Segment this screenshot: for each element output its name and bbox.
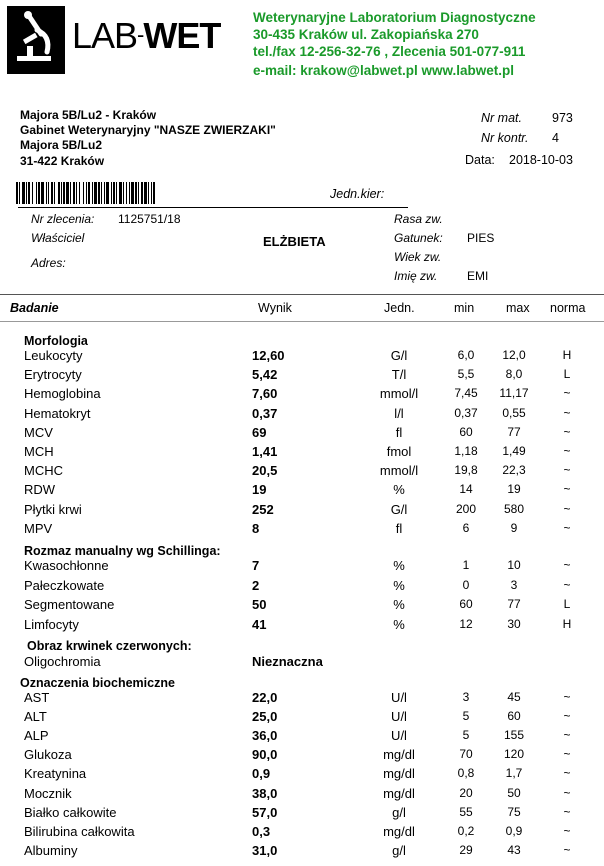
cell-max: 11,17 [499, 386, 529, 400]
wiek-label: Wiek zw. [394, 250, 442, 264]
cell-min: 14 [459, 482, 473, 496]
cell-max: 19 [507, 482, 521, 496]
gatunek-label: Gatunek: [394, 231, 443, 245]
cell-norm: ~ [563, 728, 571, 742]
cell-name: Hemoglobina [24, 386, 101, 401]
cell-norm: ~ [563, 843, 571, 857]
table-row [0, 654, 604, 673]
cell-value: 90,0 [252, 747, 278, 762]
cell-norm: ~ [563, 747, 571, 761]
cell-min: 1 [462, 558, 470, 572]
cell-value: 0,37 [252, 406, 278, 421]
section-morfologia: Morfologia [24, 334, 88, 348]
lab-phone: tel./fax 12-256-32-76 , Zlecenia 501-077-911 [253, 44, 526, 59]
cell-value: 25,0 [252, 709, 278, 724]
table-row [0, 824, 604, 843]
table-row [0, 786, 604, 805]
col-min: min [454, 301, 475, 315]
cell-max: 60 [507, 709, 521, 723]
cell-min: 3 [462, 690, 470, 704]
cell-min: 0,2 [457, 824, 475, 838]
table-row [0, 805, 604, 824]
data-label: Data: [465, 153, 495, 167]
cell-name: Białko całkowite [24, 805, 117, 820]
cell-min: 55 [459, 805, 473, 819]
cell-min: 60 [459, 597, 473, 611]
cell-name: ALP [24, 728, 49, 743]
cell-norm: ~ [563, 463, 571, 477]
table-row [0, 558, 604, 577]
cell-min: 1,18 [454, 444, 478, 458]
cell-norm: ~ [563, 558, 571, 572]
cell-unit: g/l [392, 805, 406, 820]
gatunek-value: PIES [467, 231, 495, 245]
cell-max: 45 [507, 690, 521, 704]
cell-unit: T/l [391, 367, 407, 382]
nr-mat-value: 973 [552, 111, 573, 125]
cell-value: 69 [252, 425, 267, 440]
cell-norm: ~ [563, 824, 571, 838]
col-max: max [506, 301, 530, 315]
cell-value: 7,60 [252, 386, 278, 401]
section-obraz: Obraz krwinek czerwonych: [27, 639, 192, 653]
table-row [0, 747, 604, 766]
lab-name: Weterynaryjne Laboratorium Diagnostyczne [253, 10, 536, 25]
cell-name: Segmentowane [24, 597, 115, 612]
table-header-divider [0, 321, 604, 322]
cell-norm: ~ [563, 786, 571, 800]
cell-max: 30 [507, 617, 521, 631]
cell-name: Pałeczkowate [24, 578, 105, 593]
section-biochem: Oznaczenia biochemiczne [20, 676, 175, 690]
table-row [0, 578, 604, 597]
cell-unit: mg/dl [383, 824, 415, 839]
cell-norm: ~ [563, 805, 571, 819]
cell-name: Mocznik [24, 786, 72, 801]
cell-name: ALT [24, 709, 47, 724]
cell-unit: mmol/l [379, 386, 419, 401]
cell-unit: mmol/l [379, 463, 419, 478]
cell-norm: ~ [563, 709, 571, 723]
cell-min: 200 [455, 502, 477, 516]
table-top-divider [0, 294, 604, 295]
cell-min: 0,37 [454, 406, 478, 420]
logo-wordmark: LAB-WET [72, 15, 221, 56]
table-row [0, 843, 604, 862]
lab-email: e-mail: krakow@labwet.pl www.labwet.pl [253, 63, 514, 78]
table-row [0, 617, 604, 636]
table-row [0, 463, 604, 482]
table-row [0, 502, 604, 521]
cell-max: 1,7 [505, 766, 523, 780]
nr-kontr-label: Nr kontr. [481, 131, 529, 145]
cell-max: 10 [507, 558, 521, 572]
cell-norm: ~ [563, 690, 571, 704]
table-row [0, 386, 604, 405]
cell-norm: L [563, 367, 571, 381]
cell-unit: G/l [390, 502, 408, 517]
cell-max: 12,0 [502, 348, 526, 362]
cell-value: 50 [252, 597, 267, 612]
cell-unit: % [393, 597, 405, 612]
nr-kontr-value: 4 [552, 131, 559, 145]
cell-value: 57,0 [252, 805, 278, 820]
cell-min: 70 [459, 747, 473, 761]
cell-unit: % [393, 558, 405, 573]
cell-max: 77 [507, 597, 521, 611]
cell-norm: H [562, 348, 572, 362]
cell-norm: ~ [563, 482, 571, 496]
cell-norm: ~ [563, 425, 571, 439]
cell-min: 20 [459, 786, 473, 800]
nr-zlecenia-label: Nr zlecenia: [31, 212, 95, 226]
table-row [0, 709, 604, 728]
cell-max: 120 [503, 747, 525, 761]
table-row [0, 348, 604, 367]
cell-value: 19 [252, 482, 267, 497]
cell-name: MCV [24, 425, 53, 440]
cell-unit: U/l [391, 728, 407, 743]
cell-unit: fl [395, 425, 403, 440]
cell-name: Glukoza [24, 747, 72, 762]
cell-name: AST [24, 690, 50, 705]
lab-address: 30-435 Kraków ul. Zakopiańska 270 [253, 27, 479, 42]
table-row [0, 597, 604, 616]
cell-value: 36,0 [252, 728, 278, 743]
cell-unit: G/l [390, 348, 408, 363]
table-row [0, 690, 604, 709]
cell-value: 41 [252, 617, 267, 632]
cell-norm: L [563, 597, 571, 611]
cell-max: 22,3 [502, 463, 526, 477]
cell-max: 3 [510, 578, 518, 592]
jedn-kier-label: Jedn.kier: [330, 187, 385, 201]
cell-norm: ~ [563, 444, 571, 458]
nr-zlecenia-value: 1125751/18 [118, 212, 181, 226]
cell-norm: ~ [563, 521, 571, 535]
divider [18, 207, 408, 208]
cell-unit: fl [395, 521, 403, 536]
cell-norm: ~ [563, 406, 571, 420]
cell-max: 155 [503, 728, 525, 742]
cell-max: 75 [507, 805, 521, 819]
cell-name: Hematokryt [24, 406, 91, 421]
cell-max: 50 [507, 786, 521, 800]
col-badanie: Badanie [10, 301, 59, 315]
cell-min: 5,5 [457, 367, 475, 381]
cell-unit: mg/dl [383, 766, 415, 781]
cell-norm: ~ [563, 766, 571, 780]
cell-min: 60 [459, 425, 473, 439]
cell-name: Limfocyty [24, 617, 79, 632]
cell-value: 7 [252, 558, 260, 573]
cell-value: 22,0 [252, 690, 278, 705]
cell-norm: ~ [563, 578, 571, 592]
table-row [0, 367, 604, 386]
cell-min: 29 [459, 843, 473, 857]
cell-max: 0,55 [502, 406, 526, 420]
cell-name: Albuminy [24, 843, 78, 858]
cell-norm: ~ [563, 386, 571, 400]
cell-value: 12,60 [252, 348, 285, 363]
cell-name: Kwasochłonne [24, 558, 109, 573]
col-wynik: Wynik [258, 301, 292, 315]
cell-name: RDW [24, 482, 56, 497]
cell-name: Kreatynina [24, 766, 87, 781]
client-line-4: 31-422 Kraków [20, 154, 105, 168]
cell-max: 8,0 [505, 367, 523, 381]
cell-min: 0 [462, 578, 470, 592]
owner-label: Właściciel [31, 231, 85, 245]
cell-norm: ~ [563, 502, 571, 516]
cell-unit: mg/dl [383, 747, 415, 762]
cell-unit: % [393, 617, 405, 632]
cell-max: 9 [510, 521, 518, 535]
table-row [0, 728, 604, 747]
cell-unit: % [393, 578, 405, 593]
imie-label: Imię zw. [394, 269, 438, 283]
cell-max: 580 [503, 502, 525, 516]
cell-value: 38,0 [252, 786, 278, 801]
cell-max: 43 [507, 843, 521, 857]
adres-label: Adres: [31, 256, 66, 270]
table-row [0, 521, 604, 540]
cell-min: 6 [462, 521, 470, 535]
cell-min: 12 [459, 617, 473, 631]
cell-unit: U/l [391, 709, 407, 724]
data-value: 2018-10-03 [509, 153, 573, 167]
cell-min: 6,0 [457, 348, 475, 362]
cell-name: Płytki krwi [24, 502, 82, 517]
table-row [0, 425, 604, 444]
logo-icon [7, 6, 65, 74]
owner-value: ELŻBIETA [263, 234, 326, 249]
cell-value: 20,5 [252, 463, 278, 478]
cell-name: Bilirubina całkowita [24, 824, 135, 839]
cell-value: 5,42 [252, 367, 278, 382]
cell-min: 5 [462, 728, 470, 742]
cell-name: MCHC [24, 463, 63, 478]
cell-unit: U/l [391, 690, 407, 705]
section-schilling: Rozmaz manualny wg Schillinga: [24, 544, 221, 558]
imie-value: EMI [467, 269, 489, 283]
col-jedn: Jedn. [384, 301, 415, 315]
cell-min: 19,8 [454, 463, 478, 477]
client-line-1: Majora 5B/Lu2 - Kraków [20, 108, 157, 122]
cell-value: 8 [252, 521, 260, 536]
cell-value: 0,9 [252, 766, 271, 781]
cell-value: 31,0 [252, 843, 278, 858]
cell-unit: l/l [394, 406, 404, 421]
cell-unit: mg/dl [383, 786, 415, 801]
cell-value: 0,3 [252, 824, 271, 839]
cell-value: 1,41 [252, 444, 278, 459]
cell-value: 252 [252, 502, 274, 517]
cell-norm: H [562, 617, 572, 631]
cell-min: 0,8 [457, 766, 475, 780]
cell-name: Leukocyty [24, 348, 83, 363]
cell-name: MCH [24, 444, 54, 459]
rasa-label: Rasa zw. [394, 212, 443, 226]
cell-unit: fmol [386, 444, 412, 459]
cell-name: Oligochromia [24, 654, 101, 669]
col-norma: norma [550, 301, 586, 315]
table-row [0, 766, 604, 785]
cell-name: Erytrocyty [24, 367, 82, 382]
table-row [0, 406, 604, 425]
nr-mat-label: Nr mat. [481, 111, 522, 125]
client-line-2: Gabinet Weterynaryjny "NASZE ZWIERZAKI" [20, 123, 276, 137]
cell-unit: % [393, 482, 405, 497]
cell-min: 7,45 [454, 386, 478, 400]
cell-max: 77 [507, 425, 521, 439]
cell-unit: g/l [392, 843, 406, 858]
barcode [16, 182, 306, 204]
client-line-3: Majora 5B/Lu2 [20, 138, 103, 152]
cell-max: 1,49 [502, 444, 526, 458]
cell-value: Nieznaczna [252, 654, 323, 669]
cell-name: MPV [24, 521, 53, 536]
cell-min: 5 [462, 709, 470, 723]
table-row [0, 482, 604, 501]
table-row [0, 444, 604, 463]
cell-max: 0,9 [505, 824, 523, 838]
cell-value: 2 [252, 578, 260, 593]
